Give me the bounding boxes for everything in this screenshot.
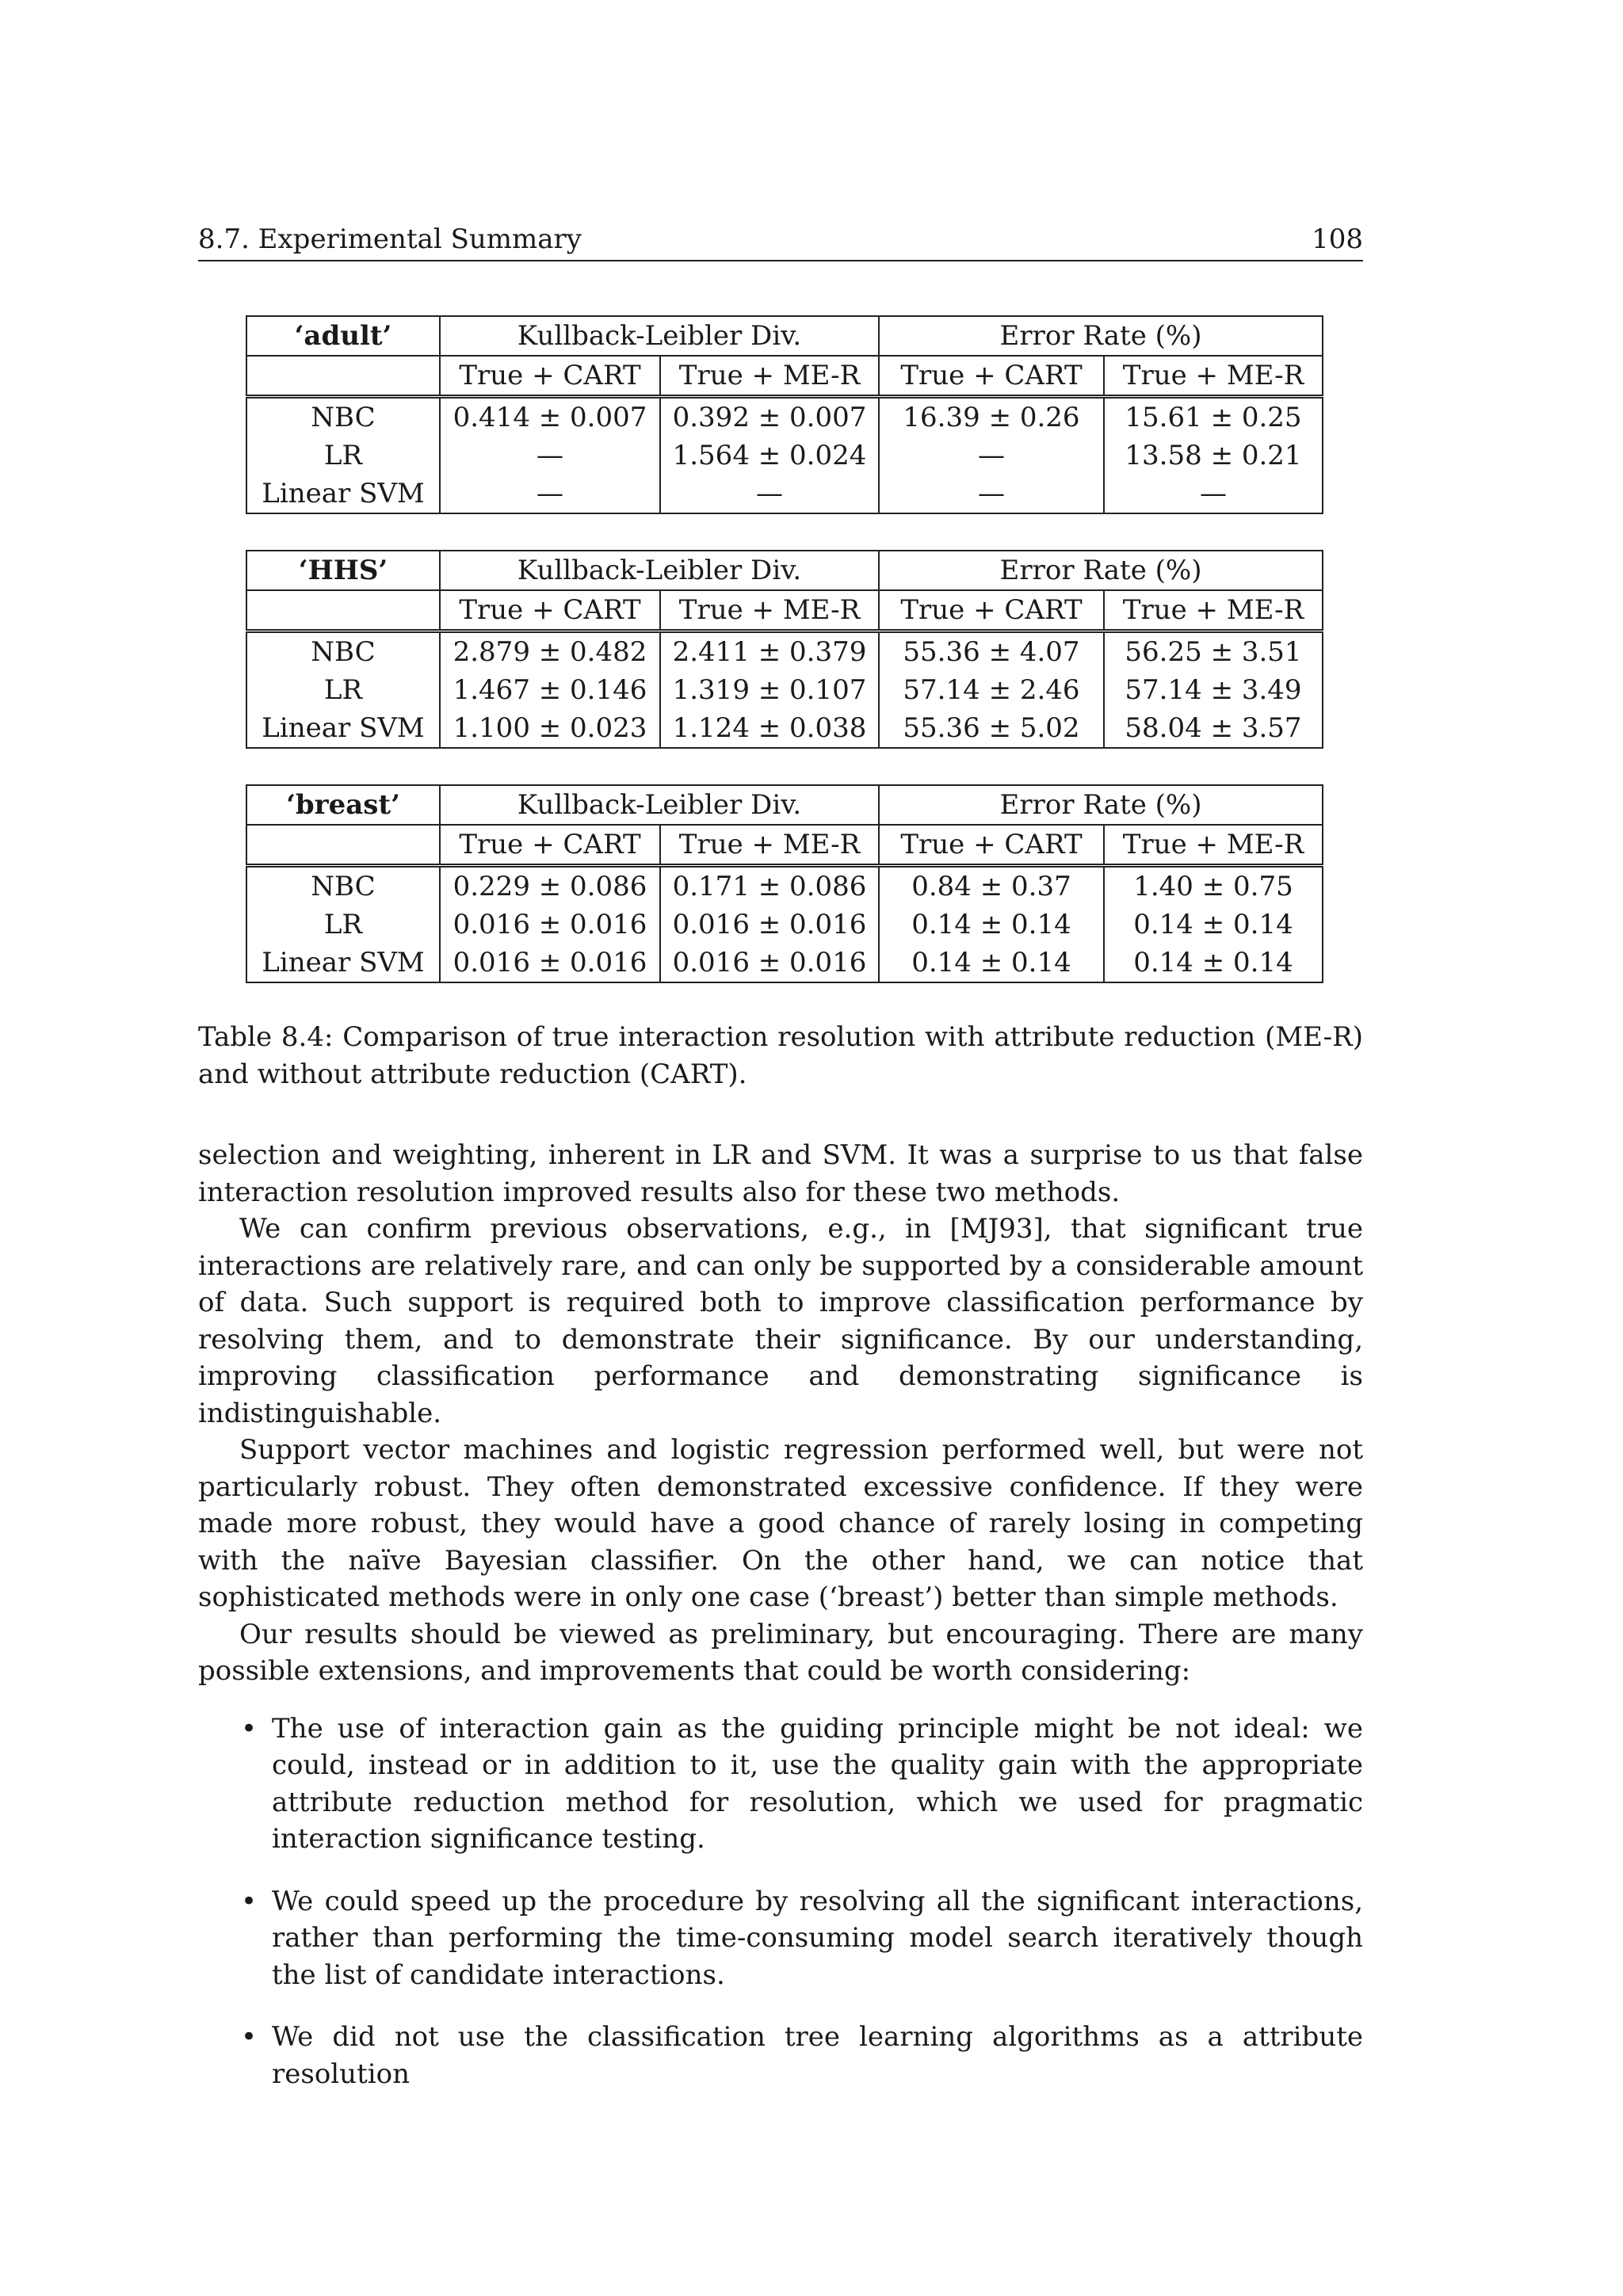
column-header: True + ME-R xyxy=(660,825,879,866)
table-cell: 57.14 ± 2.46 xyxy=(879,671,1104,709)
table-caption: Table 8.4: Comparison of true interaction resolution with attribute reduction (ME-R) and without attribute reduction (CART). xyxy=(198,1021,1363,1090)
table-cell: — xyxy=(440,437,660,475)
method-name: NBC xyxy=(246,397,440,437)
column-header: True + ME-R xyxy=(1104,825,1323,866)
extensions-list xyxy=(198,1711,1363,2093)
method-name: NBC xyxy=(246,631,440,672)
table-cell: 0.84 ± 0.37 xyxy=(879,866,1104,906)
results-table xyxy=(246,550,1323,749)
table-row xyxy=(246,671,1323,709)
table-cell: — xyxy=(879,475,1104,513)
group-header: Kullback-Leibler Div. xyxy=(440,316,879,356)
table-cell: 55.36 ± 4.07 xyxy=(879,631,1104,672)
group-header: Error Rate (%) xyxy=(879,316,1323,356)
group-header-row xyxy=(246,785,1323,825)
empty-header-cell xyxy=(246,356,440,397)
table-cell: 57.14 ± 3.49 xyxy=(1104,671,1323,709)
table-row xyxy=(246,397,1323,437)
sub-header-row xyxy=(246,590,1323,631)
sub-header-row xyxy=(246,356,1323,397)
column-header: True + CART xyxy=(879,356,1104,397)
table-cell: 13.58 ± 0.21 xyxy=(1104,437,1323,475)
table-cell: 1.124 ± 0.038 xyxy=(660,709,879,748)
method-name: LR xyxy=(246,671,440,709)
column-header: True + ME-R xyxy=(660,590,879,631)
list-item xyxy=(198,1711,1363,1858)
column-header: True + CART xyxy=(440,825,660,866)
sub-header-row xyxy=(246,825,1323,866)
column-header: True + ME-R xyxy=(660,356,879,397)
empty-header-cell xyxy=(246,825,440,866)
table-cell: — xyxy=(1104,475,1323,513)
table-cell: 1.467 ± 0.146 xyxy=(440,671,660,709)
dataset-name: ‘HHS’ xyxy=(246,551,440,590)
table-cell: 56.25 ± 3.51 xyxy=(1104,631,1323,672)
method-name: LR xyxy=(246,437,440,475)
table-cell: 0.14 ± 0.14 xyxy=(1104,944,1323,982)
table-cell: 0.171 ± 0.086 xyxy=(660,866,879,906)
method-name: NBC xyxy=(246,866,440,906)
table-cell: 16.39 ± 0.26 xyxy=(879,397,1104,437)
results-table xyxy=(246,315,1323,514)
table-row xyxy=(246,437,1323,475)
method-name: Linear SVM xyxy=(246,475,440,513)
list-item-text: We could speed up the procedure by resolving all the significant interactions, rather than performing the time-consuming model search iteratively though the list of candidate interactions. xyxy=(272,1885,1363,1991)
paragraph: Our results should be viewed as preliminary, but encouraging. There are many possible extensions, and improvements that could be worth considering: xyxy=(198,1618,1363,1687)
list-item-text: The use of interaction gain as the guiding principle might be not ideal: we could, instead or in addition to it, use the quality gain with the appropriate attribute reduction method for resolution, which we used for pragmatic interaction significance testing. xyxy=(272,1712,1363,1855)
group-header: Kullback-Leibler Div. xyxy=(440,551,879,590)
results-table xyxy=(246,784,1323,983)
table-row xyxy=(246,906,1323,944)
column-header: True + ME-R xyxy=(1104,356,1323,397)
method-name: Linear SVM xyxy=(246,944,440,982)
table-cell: — xyxy=(440,475,660,513)
group-header-row xyxy=(246,551,1323,590)
section-title: 8.7. Experimental Summary xyxy=(198,223,582,255)
running-header xyxy=(198,222,1363,261)
table-cell: 15.61 ± 0.25 xyxy=(1104,397,1323,437)
bullet-icon: • xyxy=(241,1712,258,1745)
column-header: True + ME-R xyxy=(1104,590,1323,631)
table-cell: 1.564 ± 0.024 xyxy=(660,437,879,475)
table-row xyxy=(246,709,1323,748)
table-cell: 0.016 ± 0.016 xyxy=(440,906,660,944)
list-item xyxy=(198,1883,1363,1994)
table-cell: 55.36 ± 5.02 xyxy=(879,709,1104,748)
paragraph: We can confirm previous observations, e.g., in [MJ93], that significant true interactions are relatively rare, and can only be supported by a considerable amount of data. Such support is required both to improve classification performance by resolving them, and to demonstrate their significance. By our understanding, improving classification performance and demonstrating significance is indistinguishable. xyxy=(198,1213,1363,1429)
table-row xyxy=(246,866,1323,906)
table-cell: 0.414 ± 0.007 xyxy=(440,397,660,437)
paragraph: Support vector machines and logistic regression performed well, but were not particularly robust. They often demonstrated excessive confidence. If they were made more robust, they would have a good chance of rarely losing in competing with the naïve Bayesian classifier. On the other hand, we can notice that sophisticated methods were in only one case (‘breast’) better than simple methods. xyxy=(198,1434,1363,1613)
group-header: Error Rate (%) xyxy=(879,551,1323,590)
list-item xyxy=(198,2019,1363,2092)
column-header: True + CART xyxy=(440,590,660,631)
group-header: Kullback-Leibler Div. xyxy=(440,785,879,825)
results-tables xyxy=(246,315,1363,983)
method-name: LR xyxy=(246,906,440,944)
paragraph: selection and weighting, inherent in LR and SVM. It was a surprise to us that false interaction resolution improved results also for these two methods. xyxy=(198,1139,1363,1208)
table-row xyxy=(246,475,1323,513)
page xyxy=(198,222,1363,2118)
bullet-icon: • xyxy=(241,2021,258,2053)
column-header: True + CART xyxy=(879,590,1104,631)
empty-header-cell xyxy=(246,590,440,631)
table-cell: 0.392 ± 0.007 xyxy=(660,397,879,437)
table-cell: — xyxy=(879,437,1104,475)
body-text xyxy=(198,1137,1363,1690)
list-item-text: We did not use the classification tree learning algorithms as a attribute resolution xyxy=(272,2021,1363,2090)
table-cell: — xyxy=(660,475,879,513)
group-header: Error Rate (%) xyxy=(879,785,1323,825)
table-cell: 58.04 ± 3.57 xyxy=(1104,709,1323,748)
table-cell: 0.14 ± 0.14 xyxy=(879,906,1104,944)
table-row xyxy=(246,631,1323,672)
table-cell: 1.319 ± 0.107 xyxy=(660,671,879,709)
page-number: 108 xyxy=(1312,223,1363,255)
table-cell: 0.14 ± 0.14 xyxy=(879,944,1104,982)
table-cell: 0.14 ± 0.14 xyxy=(1104,906,1323,944)
column-header: True + CART xyxy=(440,356,660,397)
column-header: True + CART xyxy=(879,825,1104,866)
table-cell: 2.411 ± 0.379 xyxy=(660,631,879,672)
table-cell: 0.016 ± 0.016 xyxy=(660,944,879,982)
dataset-name: ‘breast’ xyxy=(246,785,440,825)
group-header-row xyxy=(246,316,1323,356)
table-cell: 2.879 ± 0.482 xyxy=(440,631,660,672)
table-cell: 0.229 ± 0.086 xyxy=(440,866,660,906)
table-cell: 1.40 ± 0.75 xyxy=(1104,866,1323,906)
method-name: Linear SVM xyxy=(246,709,440,748)
dataset-name: ‘adult’ xyxy=(246,316,440,356)
table-cell: 0.016 ± 0.016 xyxy=(660,906,879,944)
table-cell: 1.100 ± 0.023 xyxy=(440,709,660,748)
table-cell: 0.016 ± 0.016 xyxy=(440,944,660,982)
bullet-icon: • xyxy=(241,1885,258,1917)
table-row xyxy=(246,944,1323,982)
